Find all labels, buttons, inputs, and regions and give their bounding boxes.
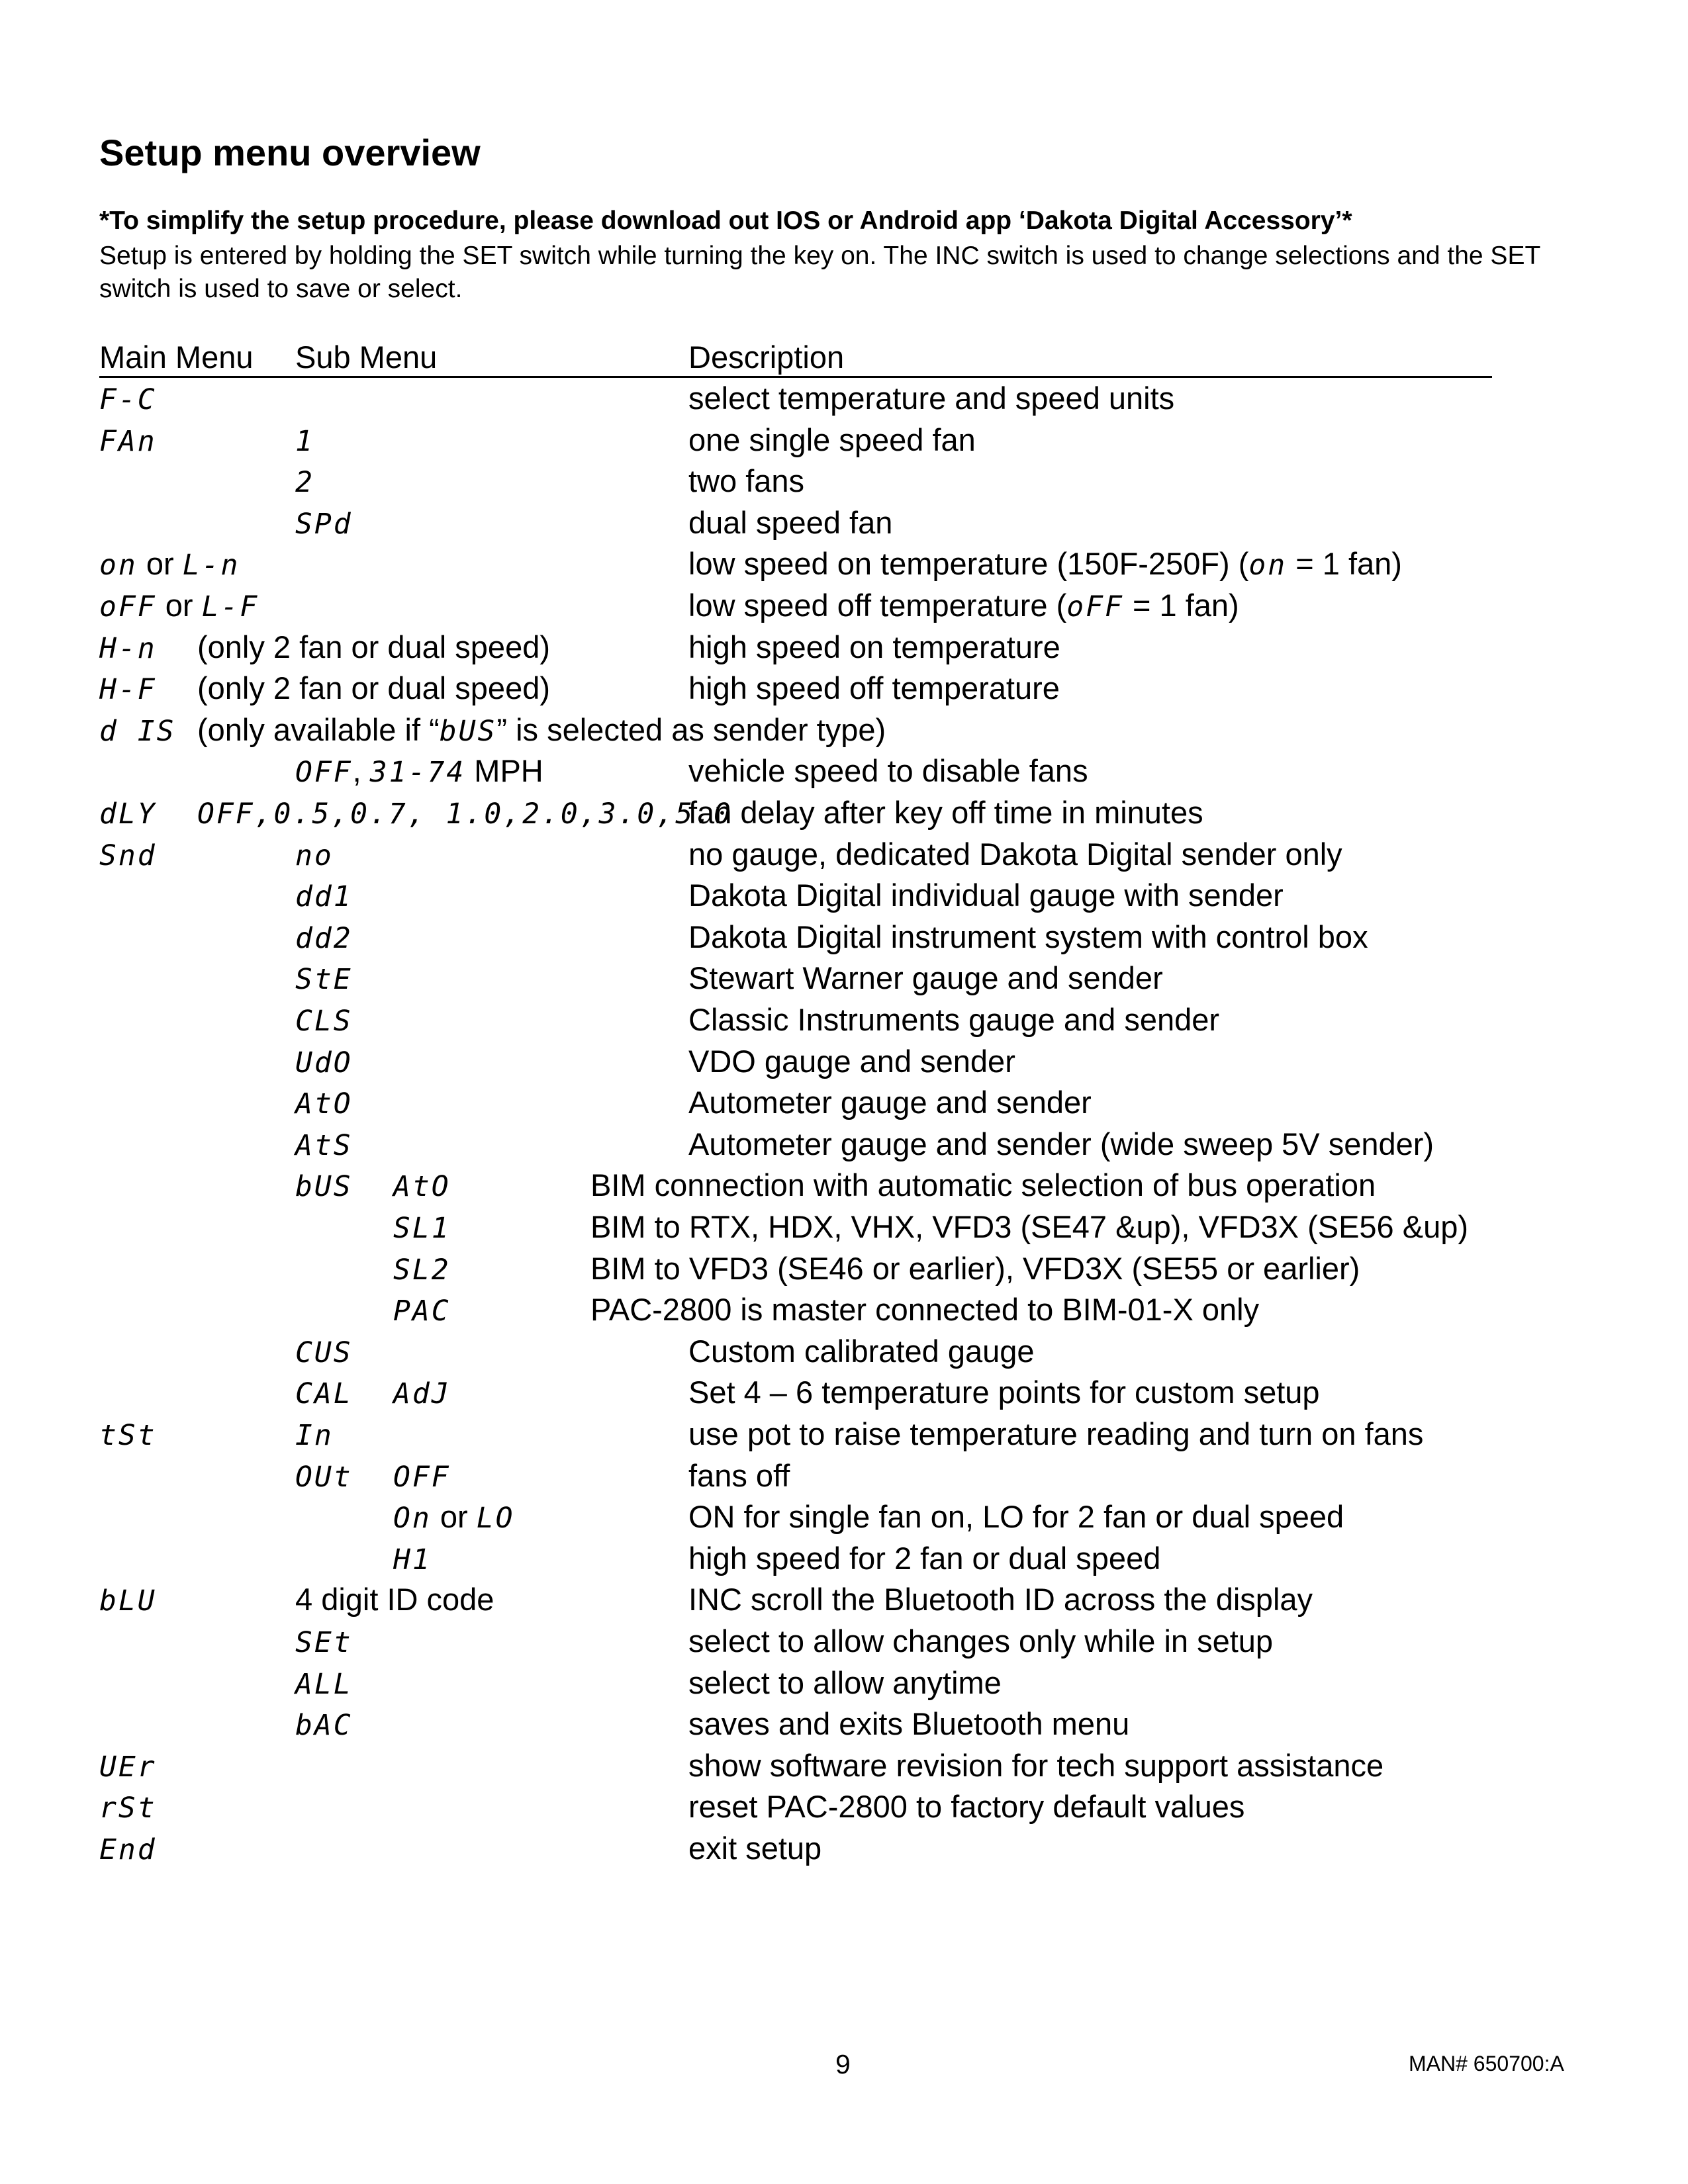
main-menu-code (99, 422, 157, 460)
sub-menu-code (295, 1001, 353, 1040)
text-fragment: (only available if “ (197, 712, 440, 747)
display-code: 31-74 (369, 756, 466, 789)
text-fragment: , (352, 753, 370, 788)
text-fragment: MPH (465, 753, 543, 788)
text-fragment: INC scroll the Bluetooth ID across the display (688, 1582, 1313, 1617)
bus-description (590, 1167, 1376, 1204)
text-fragment: fans off (688, 1458, 790, 1493)
intro-note: *To simplify the setup procedure, please download out IOS or Android app ‘Dakota Digital Accessory’* (99, 206, 1352, 235)
text-fragment: Stewart Warner gauge and sender (688, 960, 1163, 995)
sub-menu-option (393, 1250, 451, 1289)
display-code: H-F (99, 673, 157, 706)
menu-description (688, 1457, 790, 1494)
text-fragment: select to allow changes only while in setup (688, 1623, 1274, 1659)
main-menu-code (99, 1581, 157, 1619)
sub-menu-code (295, 1416, 334, 1454)
display-code: 1 (295, 425, 314, 458)
menu-note (197, 670, 550, 707)
display-code: CUS (295, 1336, 353, 1369)
text-fragment: high speed for 2 fan or dual speed (688, 1541, 1161, 1576)
text-fragment: saves and exits Bluetooth menu (688, 1706, 1130, 1741)
display-code: dLY (99, 797, 157, 831)
page-title: Setup menu overview (99, 132, 481, 173)
display-code: no (295, 839, 334, 872)
menu-options (197, 794, 733, 833)
text-fragment: select to allow anytime (688, 1665, 1002, 1700)
text-fragment: = 1 fan) (1287, 546, 1402, 581)
header-main-menu: Main Menu (99, 340, 254, 375)
text-fragment: use pot to raise temperature reading and turn on fans (688, 1416, 1424, 1451)
menu-description (688, 1043, 1015, 1080)
text-fragment: = 1 fan) (1123, 588, 1239, 623)
sub-menu-option (393, 1291, 451, 1330)
text-fragment: Dakota Digital individual gauge with sender (688, 878, 1284, 913)
header-description: Description (688, 340, 845, 375)
bus-description (590, 1208, 1468, 1246)
intro-instructions: Setup is entered by holding the SET switch while turning the key on. The INC switch is used to change selections and the SET switch is used to save or select. (99, 242, 1540, 303)
menu-note (197, 711, 886, 750)
text-fragment: dual speed fan (688, 505, 893, 540)
text-fragment: exit setup (688, 1831, 822, 1866)
sub-menu-code (295, 877, 353, 915)
sub-menu-code (295, 919, 353, 957)
text-fragment: two fans (688, 463, 805, 498)
menu-description (688, 587, 1239, 625)
menu-description (688, 877, 1284, 914)
display-code: oFF (99, 590, 157, 623)
display-code: L-n (182, 549, 240, 582)
main-menu-code (99, 545, 240, 584)
main-menu-code (99, 670, 157, 708)
text-fragment: or (431, 1499, 477, 1534)
menu-description (688, 1001, 1219, 1038)
sub-menu-option (393, 1457, 451, 1496)
text-fragment: ON for single fan on, LO for 2 fan or dual speed (688, 1499, 1344, 1534)
text-fragment: low speed on temperature (150F-250F) ( (688, 546, 1249, 581)
menu-description (688, 794, 1203, 831)
display-code: dd1 (295, 880, 353, 913)
menu-note (197, 629, 550, 666)
text-fragment: fan delay after key off time in minutes (688, 795, 1203, 830)
display-code: bUS (439, 715, 497, 748)
sub-menu-code (295, 463, 314, 501)
text-fragment: Custom calibrated gauge (688, 1334, 1035, 1369)
sub-menu-code (295, 504, 353, 543)
text-fragment: show software revision for tech support assistance (688, 1748, 1384, 1783)
text-fragment: 4 digit ID code (295, 1582, 494, 1617)
display-code: AdJ (393, 1377, 451, 1410)
display-code: bLU (99, 1584, 157, 1617)
text-fragment: Autometer gauge and sender (688, 1085, 1092, 1120)
sub-menu-code (295, 1664, 353, 1703)
menu-description (688, 1747, 1383, 1784)
sub-menu-code (295, 422, 314, 460)
sub-menu-code (295, 1333, 353, 1371)
sub-menu-code (295, 1167, 353, 1205)
display-code: tSt (99, 1419, 157, 1452)
menu-description (688, 422, 976, 459)
text-fragment: one single speed fan (688, 422, 976, 457)
menu-description (688, 1498, 1344, 1535)
display-code: oFF (1066, 590, 1124, 623)
sub-menu-option (393, 1374, 451, 1412)
text-fragment: Set 4 – 6 temperature points for custom setup (688, 1375, 1320, 1410)
main-menu-code (99, 794, 157, 833)
text-fragment: Autometer gauge and sender (wide sweep 5V sender) (688, 1126, 1434, 1161)
display-code: H-n (99, 632, 157, 665)
text-fragment: BIM connection with automatic selection of bus operation (590, 1167, 1376, 1203)
display-code: CLS (295, 1005, 353, 1038)
menu-description (688, 380, 1174, 417)
sub-menu-code (295, 1084, 353, 1122)
sub-menu-option (393, 1540, 432, 1578)
main-menu-code (99, 1788, 157, 1827)
display-code: F-C (99, 383, 157, 416)
text-fragment: (only 2 fan or dual speed) (197, 629, 550, 664)
main-menu-code (99, 711, 176, 750)
display-code: FAn (99, 425, 157, 458)
main-menu-code (99, 380, 157, 418)
sub-menu-code (295, 752, 543, 791)
menu-description (688, 1706, 1129, 1743)
display-code: OFF (393, 1461, 451, 1494)
display-code: UEr (99, 1751, 157, 1784)
main-menu-code (99, 836, 157, 874)
display-code: In (295, 1419, 334, 1452)
display-code: L-F (201, 590, 259, 623)
header-sub-menu: Sub Menu (295, 340, 438, 375)
menu-description (688, 1581, 1313, 1618)
text-fragment: or (137, 546, 183, 581)
menu-description (688, 1084, 1092, 1121)
display-code: End (99, 1833, 157, 1866)
text-fragment: Classic Instruments gauge and sender (688, 1002, 1220, 1037)
display-code: SPd (295, 508, 353, 541)
menu-description (688, 1664, 1002, 1702)
menu-description (688, 836, 1342, 873)
text-fragment: high speed on temperature (688, 629, 1060, 664)
display-code: OFF,0.5,0.7, 1.0,2.0,3.0,5.0 (197, 797, 733, 831)
sub-menu-code (295, 1623, 353, 1661)
sub-menu-code (295, 1374, 353, 1412)
display-code: UdO (295, 1046, 353, 1079)
text-fragment: low speed off temperature ( (688, 588, 1067, 623)
menu-description (688, 1788, 1244, 1825)
menu-description (688, 463, 804, 500)
display-code: OUt (295, 1461, 353, 1494)
display-code: on (1248, 549, 1288, 582)
text-fragment: BIM to VFD3 (SE46 or earlier), VFD3X (SE55 or earlier) (590, 1251, 1360, 1286)
text-fragment: or (156, 588, 202, 623)
display-code: dd2 (295, 922, 353, 955)
header-underline (99, 376, 1492, 378)
sub-menu-code (295, 1457, 353, 1496)
display-code: SL1 (393, 1212, 451, 1245)
menu-description (688, 1333, 1035, 1370)
main-menu-code (99, 587, 259, 625)
display-code: SL2 (393, 1253, 451, 1287)
bus-description (590, 1250, 1360, 1287)
main-menu-code (99, 629, 157, 667)
display-code: CAL (295, 1377, 353, 1410)
text-fragment: VDO gauge and sender (688, 1044, 1015, 1079)
display-code: 2 (295, 466, 314, 499)
menu-description (688, 629, 1060, 666)
sub-menu-code (295, 836, 334, 874)
menu-description (688, 504, 892, 541)
text-fragment: no gauge, dedicated Dakota Digital sender only (688, 837, 1342, 872)
text-fragment: high speed off temperature (688, 670, 1060, 705)
display-code: H1 (393, 1543, 432, 1576)
display-code: StE (295, 963, 353, 996)
sub-menu-code (295, 1126, 353, 1164)
menu-description (688, 919, 1368, 956)
sub-menu-option (393, 1498, 514, 1537)
sub-menu-code (295, 1043, 353, 1081)
sub-menu-code (295, 1706, 353, 1744)
menu-description (688, 545, 1402, 584)
sub-menu-code (295, 960, 353, 998)
display-code: AtS (295, 1129, 353, 1162)
menu-description (688, 960, 1163, 997)
display-code: on (99, 549, 138, 582)
display-code: ALL (295, 1668, 353, 1701)
manual-number: MAN# 650700:A (1409, 2052, 1564, 2075)
sub-menu-text (295, 1581, 494, 1618)
text-fragment: (only 2 fan or dual speed) (197, 670, 550, 705)
text-fragment: BIM to RTX, HDX, VHX, VFD3 (SE47 &up), VFD3X (SE56 &up) (590, 1209, 1469, 1244)
display-code: AtO (393, 1170, 451, 1203)
display-code: d IS (99, 715, 176, 748)
display-code: SEt (295, 1626, 353, 1659)
menu-description (688, 1416, 1423, 1453)
text-fragment: PAC-2800 is master connected to BIM-01-X only (590, 1292, 1260, 1327)
page-number: 9 (835, 2049, 851, 2079)
menu-description (688, 1623, 1273, 1660)
display-code: LO (476, 1502, 515, 1535)
menu-description (688, 752, 1088, 790)
bus-description (590, 1291, 1259, 1328)
sub-menu-option (393, 1208, 451, 1247)
text-fragment: select temperature and speed units (688, 381, 1175, 416)
main-menu-code (99, 1747, 157, 1786)
sub-menu-option (393, 1167, 451, 1205)
display-code: PAC (393, 1295, 451, 1328)
display-code: Snd (99, 839, 157, 872)
display-code: rSt (99, 1792, 157, 1825)
text-fragment: vehicle speed to disable fans (688, 753, 1088, 788)
display-code: bUS (295, 1170, 353, 1203)
display-code: AtO (295, 1087, 353, 1120)
display-code: On (393, 1502, 432, 1535)
text-fragment: Dakota Digital instrument system with control box (688, 919, 1368, 954)
menu-description (688, 1126, 1434, 1163)
text-fragment: ” is selected as sender type) (496, 712, 886, 747)
menu-description (688, 1830, 821, 1867)
menu-description (688, 1374, 1320, 1411)
text-fragment: reset PAC-2800 to factory default values (688, 1789, 1245, 1824)
display-code: bAC (295, 1709, 353, 1742)
menu-description (688, 1540, 1160, 1577)
menu-description (688, 670, 1060, 707)
display-code: OFF (295, 756, 353, 789)
main-menu-code (99, 1416, 157, 1454)
main-menu-code (99, 1830, 157, 1868)
